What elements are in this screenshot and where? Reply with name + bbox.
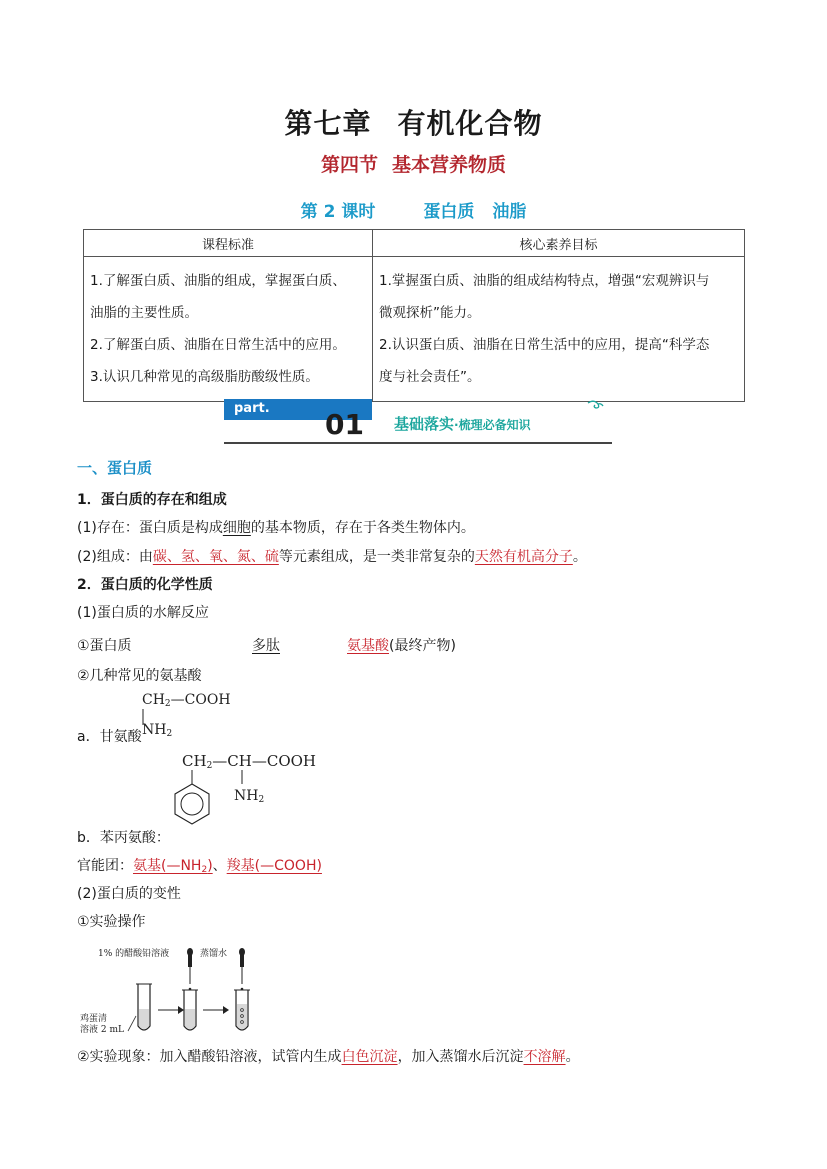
goals-line: 2.认识蛋白质、油脂在日常生活中的应用，提高“科学态 bbox=[379, 337, 710, 353]
part-banner bbox=[224, 399, 612, 445]
paragraph-experiment: ①实验操作 bbox=[77, 914, 146, 930]
figure-label-lead: 1% 的醋酸铅溶液 bbox=[98, 949, 170, 959]
answer-insoluble: 不溶解 bbox=[523, 1049, 566, 1065]
section-number: 第四节 bbox=[320, 154, 378, 176]
answer-amino-group: 氨基(—NH2) bbox=[133, 858, 213, 875]
banner-title: 基础落实·梳理必备知识 bbox=[394, 415, 531, 433]
banner-subtitle: 梳理必备知识 bbox=[458, 418, 531, 432]
banner-title-main: 基础落实 bbox=[394, 415, 455, 433]
chapter-title bbox=[0, 102, 827, 142]
section-name: 基本营养物质 bbox=[392, 154, 507, 176]
heading-existence: 1．蛋白质的存在和组成 bbox=[77, 492, 227, 508]
table-row bbox=[84, 257, 745, 402]
figure-label-water: 蒸馏水 bbox=[200, 949, 228, 959]
lesson-name-a: 蛋白质 bbox=[423, 202, 475, 222]
hydrolysis-peptide: 多肽 bbox=[252, 638, 280, 654]
goals-line: 1.掌握蛋白质、油脂的组成结构特点，增强“宏观辨识与 bbox=[379, 273, 710, 289]
answer-elements: 碳、氢、氧、氮、硫 bbox=[152, 549, 279, 565]
goals-cell bbox=[373, 257, 745, 402]
standards-table bbox=[83, 229, 745, 402]
heading-protein: 一、蛋白质 bbox=[77, 459, 153, 477]
standards-line: 2.了解蛋白质、油脂在日常生活中的应用。 bbox=[90, 337, 346, 353]
paragraph-phenomenon: ②实验现象：加入醋酸铅溶液，试管内生成白色沉淀，加入蒸馏水后沉淀不溶解。 bbox=[77, 1049, 580, 1065]
paragraph-composition: (2)组成：由碳、氢、氧、氮、硫等元素组成，是一类非常复杂的天然有机高分子。 bbox=[77, 549, 587, 565]
paragraph-existence: (1)存在：蛋白质是构成细胞的基本物质，存在于各类生物体内。 bbox=[77, 520, 475, 536]
chapter-name: 有机化合物 bbox=[397, 107, 543, 140]
glycine-formula-top: CH2—COOH bbox=[142, 692, 231, 709]
hydrolysis-step-1: ①蛋白质 bbox=[77, 638, 132, 654]
glycine-nh2: NH2 bbox=[142, 722, 173, 739]
col-header-standards: 课程标准 bbox=[84, 230, 373, 257]
banner-underline bbox=[224, 442, 612, 444]
standards-line: 3.认识几种常见的高级脂肪酸级性质。 bbox=[90, 369, 319, 385]
experiment-figure bbox=[78, 944, 258, 1036]
paragraph-amino-acids: ②几种常见的氨基酸 bbox=[77, 668, 202, 684]
col-header-goals: 核心素养目标 bbox=[373, 230, 745, 257]
benzene-ring-icon bbox=[166, 770, 246, 840]
phe-label: b．苯丙氨酸： bbox=[77, 830, 170, 846]
answer-white-precipitate: 白色沉淀 bbox=[341, 1049, 398, 1065]
figure-label-egg-1: 鸡蛋清 bbox=[80, 1014, 108, 1024]
glycine-label: a．甘氨酸 bbox=[77, 729, 142, 745]
standards-line: 油脂的主要性质。 bbox=[90, 305, 198, 321]
heading-chemical-properties: 2．蛋白质的化学性质 bbox=[77, 577, 213, 593]
section-title bbox=[0, 150, 827, 177]
lesson-number: 第 2 课时 bbox=[300, 202, 376, 222]
swirl-icon bbox=[586, 399, 604, 413]
phe-formula-top: CH2—CH—COOH bbox=[182, 752, 317, 771]
figure-label-egg-2: 溶液 2 mL bbox=[80, 1025, 124, 1035]
blank-cell: 细胞 bbox=[222, 520, 251, 536]
phe-nh2: NH2 bbox=[234, 788, 265, 805]
table-header-row bbox=[84, 230, 745, 257]
paragraph-denaturation: (2)蛋白质的变性 bbox=[77, 886, 181, 902]
functional-groups: 官能团：氨基(—NH2)、羧基(—COOH) bbox=[77, 858, 322, 875]
goals-line: 微观探析”能力。 bbox=[379, 305, 481, 321]
banner-number: 01 bbox=[325, 408, 364, 441]
banner-part-label: part. bbox=[234, 401, 270, 416]
standards-cell bbox=[84, 257, 373, 402]
answer-polymer: 天然有机高分子 bbox=[474, 549, 573, 565]
answer-carboxyl-group: 羧基(—COOH) bbox=[226, 858, 322, 874]
paragraph-hydrolysis: (1)蛋白质的水解反应 bbox=[77, 605, 209, 621]
standards-line: 1.了解蛋白质、油脂的组成，掌握蛋白质、 bbox=[90, 273, 346, 289]
lesson-title bbox=[0, 197, 827, 222]
lesson-name-b: 油脂 bbox=[492, 202, 527, 222]
hydrolysis-product: 氨基酸(最终产物) bbox=[347, 638, 456, 654]
goals-line: 度与社会责任”。 bbox=[379, 369, 481, 385]
chapter-number: 第七章 bbox=[284, 107, 372, 140]
answer-amino-acid: 氨基酸 bbox=[347, 638, 389, 654]
